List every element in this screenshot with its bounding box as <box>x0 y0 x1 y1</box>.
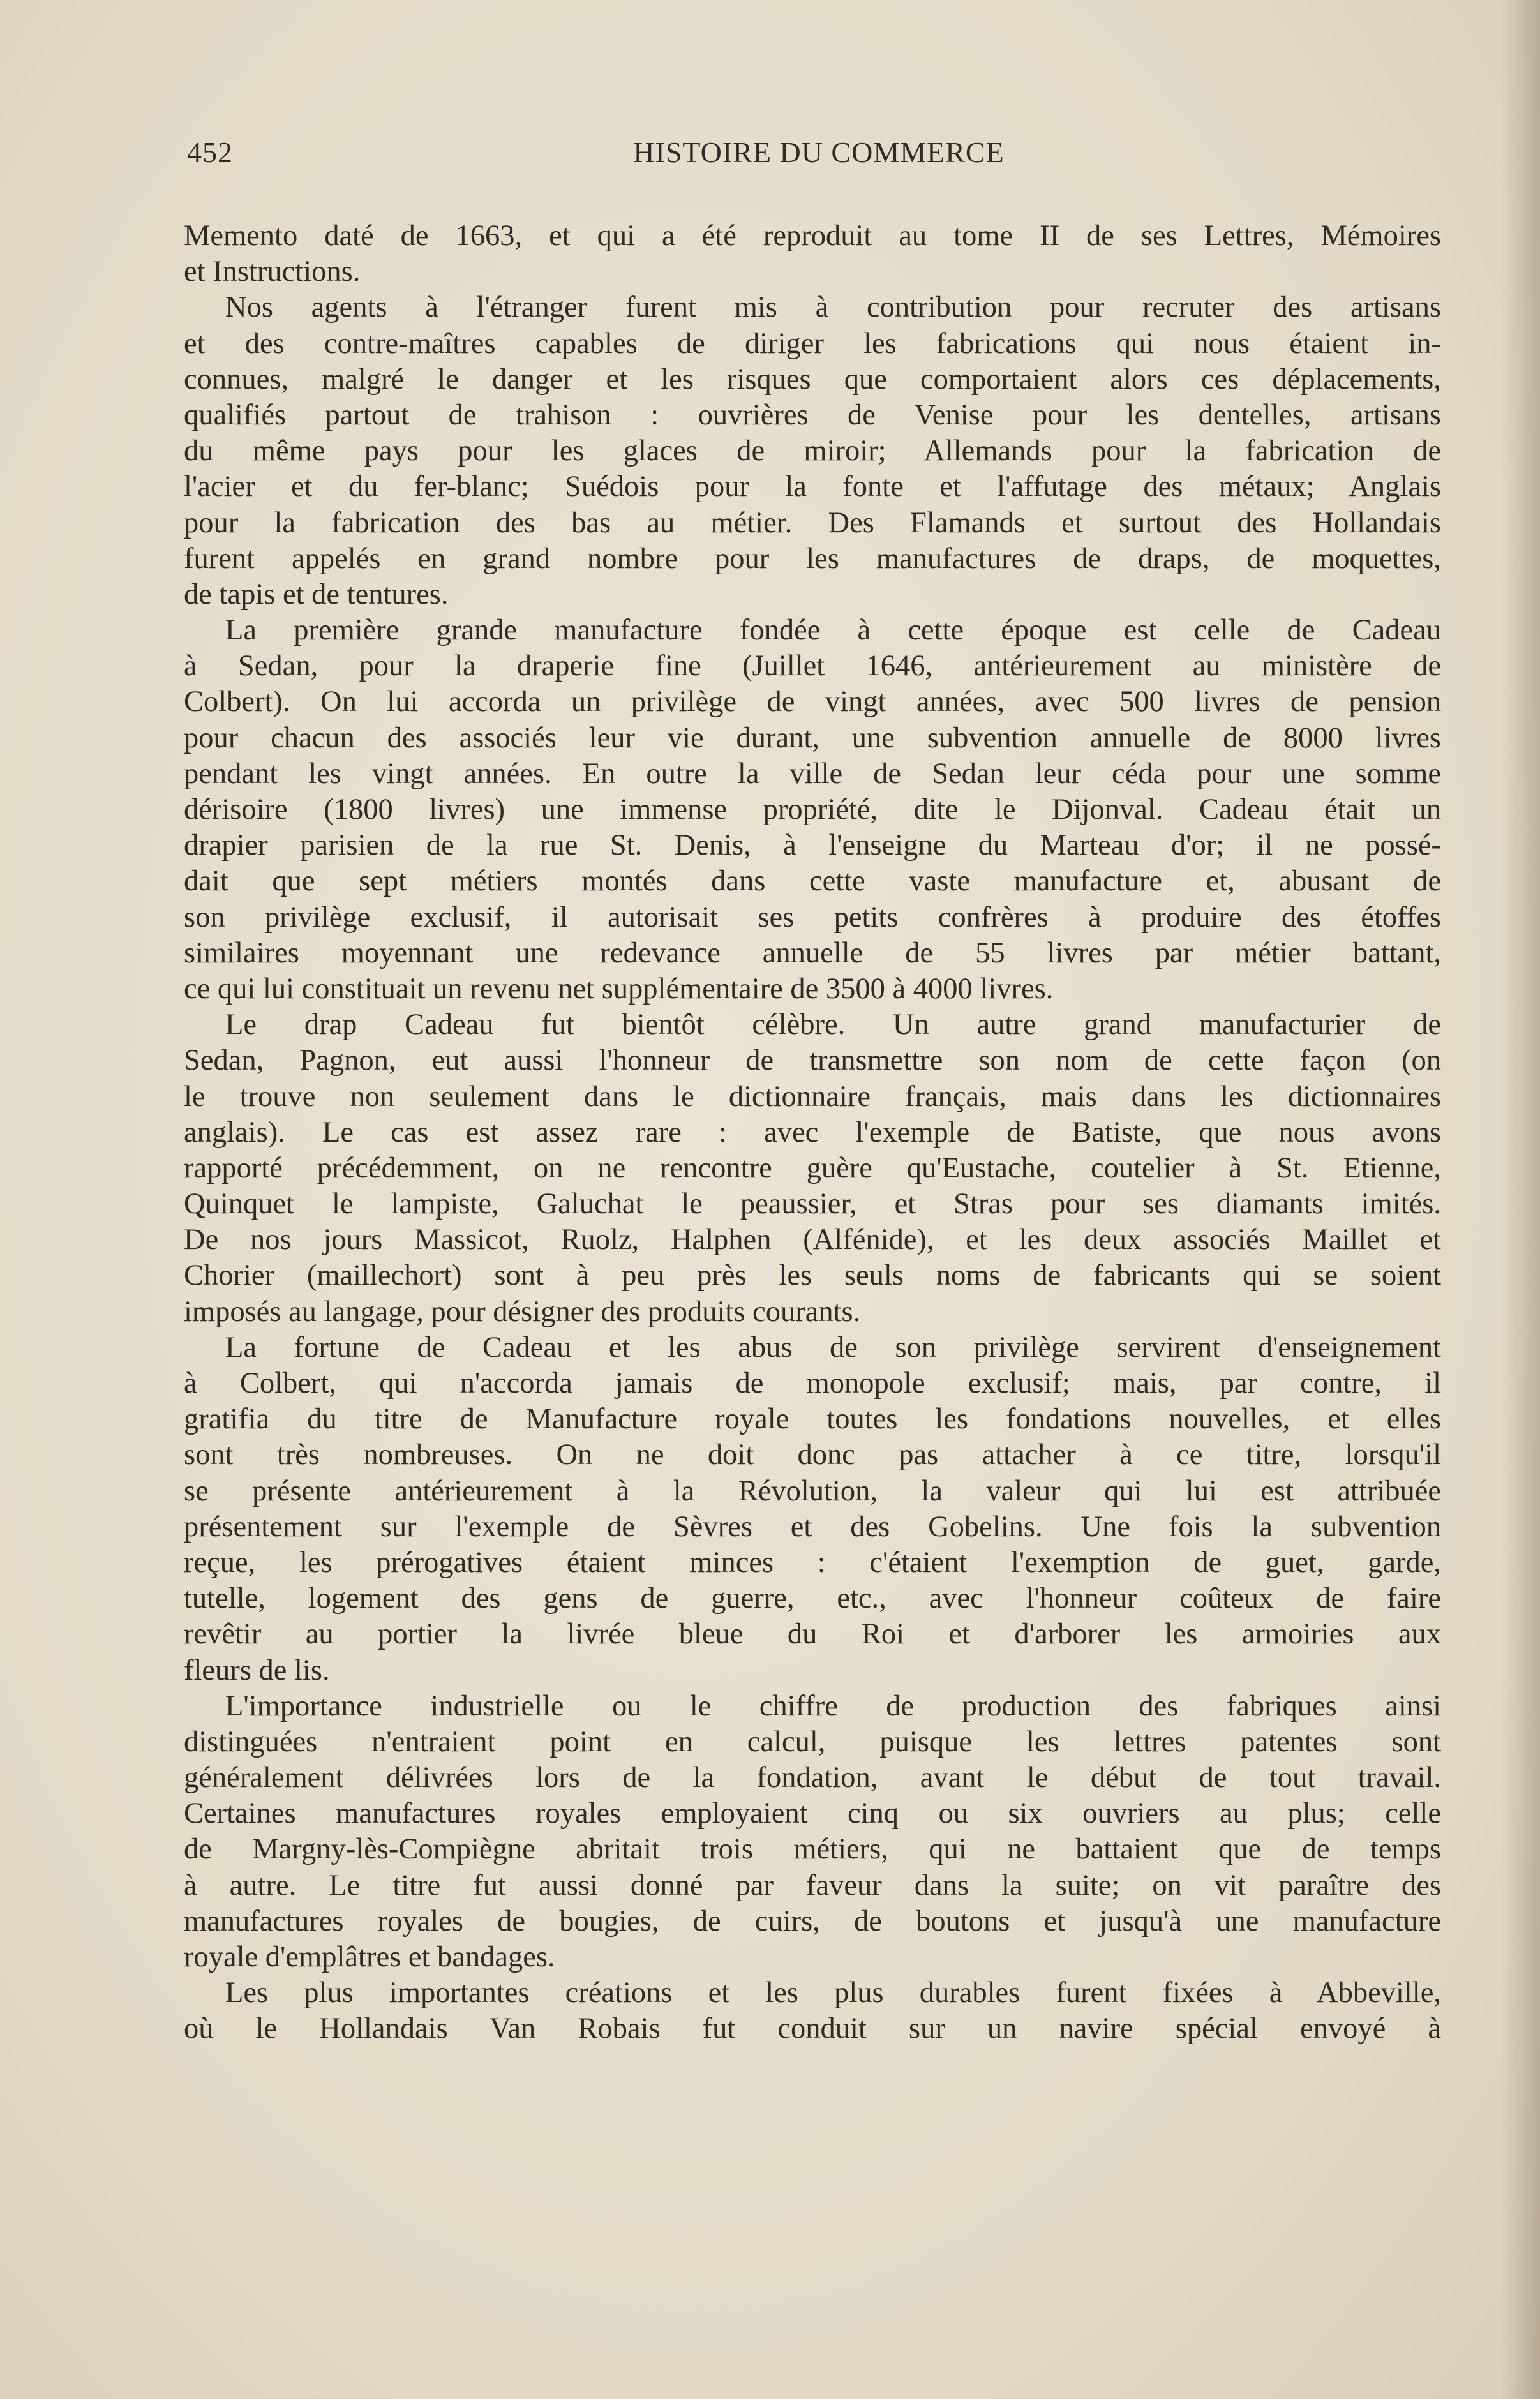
text-line: son privilège exclusif, il autorisait ses petits confrères à produire des étoffes <box>184 901 1441 934</box>
text-line: revêtir au portier la livrée bleue du Roi et d'arborer les armoiries aux <box>184 1618 1441 1651</box>
page-edge-shadow <box>1502 0 1540 2399</box>
text-line: et des contre-maîtres capables de diriger les fabrications qui nous étaient in- <box>184 327 1441 360</box>
text-line: Sedan, Pagnon, eut aussi l'honneur de transmettre son nom de cette façon (on <box>184 1044 1441 1077</box>
text-line: drapier parisien de la rue St. Denis, à l'enseigne du Marteau d'or; il ne possé- <box>184 829 1441 862</box>
text-line: à Colbert, qui n'accorda jamais de monopole exclusif; mais, par contre, il <box>184 1367 1441 1400</box>
text-line: de Margny-lès-Compiègne abritait trois métiers, qui ne battaient que de temps <box>184 1833 1441 1866</box>
text-line: Le drap Cadeau fut bientôt célèbre. Un autre grand manufacturier de <box>225 1008 1441 1042</box>
text-line: Certaines manufactures royales employaient cinq ou six ouvriers au plus; celle <box>184 1797 1441 1830</box>
body-text <box>184 218 1441 2047</box>
text-line: et Instructions. <box>184 255 361 288</box>
text-line: pendant les vingt années. En outre la ville de Sedan leur céda pour une somme <box>184 757 1441 790</box>
text-line: gratifia du titre de Manufacture royale toutes les fondations nouvelles, et elles <box>184 1403 1441 1436</box>
page-number: 452 <box>187 136 233 168</box>
text-line: Quinquet le lampiste, Galuchat le peaussier, et Stras pour ses diamants imités. <box>184 1188 1441 1221</box>
text-line: rapporté précédemment, on ne rencontre guère qu'Eustache, coutelier à St. Etienne, <box>184 1151 1441 1185</box>
text-line: tutelle, logement des gens de guerre, etc., avec l'honneur coûteux de faire <box>184 1582 1441 1615</box>
text-line: reçue, les prérogatives étaient minces : c'étaient l'exemption de guet, garde, <box>184 1546 1441 1579</box>
text-line: le trouve non seulement dans le dictionnaire français, mais dans les dictionnaires <box>184 1080 1441 1113</box>
text-line: manufactures royales de bougies, de cuirs, de boutons et jusqu'à une manufacture <box>184 1904 1441 1938</box>
text-line: Chorier (maillechort) sont à peu près les seuls noms de fabricants qui se soient <box>184 1259 1441 1292</box>
text-line: imposés au langage, pour désigner des produits courants. <box>184 1295 861 1328</box>
text-line: où le Hollandais Van Robais fut conduit sur un navire spécial envoyé à <box>184 2012 1441 2045</box>
text-line: du même pays pour les glaces de miroir; Allemands pour la fabrication de <box>184 435 1441 468</box>
text-line: connues, malgré le danger et les risques que comportaient alors ces déplacements, <box>184 362 1441 396</box>
text-line: qualifiés partout de trahison : ouvrières de Venise pour les dentelles, artisans <box>184 398 1441 431</box>
text-line: dérisoire (1800 livres) une immense propriété, dite le Dijonval. Cadeau était un <box>184 793 1441 826</box>
text-line: La première grande manufacture fondée à cette époque est celle de Cadeau <box>225 614 1441 647</box>
text-line: à autre. Le titre fut aussi donné par faveur dans la suite; on vit paraître des <box>184 1869 1441 1902</box>
text-line: pour chacun des associés leur vie durant, une subvention annuelle de 8000 livres <box>184 721 1441 754</box>
text-line: De nos jours Massicot, Ruolz, Halphen (Alfénide), et les deux associés Maillet et <box>184 1223 1441 1257</box>
text-line: Colbert). On lui accorda un privilège de vingt années, avec 500 livres de pension <box>184 685 1441 719</box>
text-line: se présente antérieurement à la Révolution, la valeur qui lui est attribuée <box>184 1474 1441 1507</box>
text-line: royale d'emplâtres et bandages. <box>184 1941 555 1973</box>
text-line: similaires moyennant une redevance annuelle de 55 livres par métier battant, <box>184 936 1441 969</box>
text-line: présentement sur l'exemple de Sèvres et des Gobelins. Une fois la subvention <box>184 1510 1441 1543</box>
text-line: Les plus importantes créations et les plus durables furent fixées à Abbeville, <box>225 1977 1441 2010</box>
running-title: HISTOIRE DU COMMERCE <box>633 136 1005 168</box>
text-line: sont très nombreuses. On ne doit donc pas attacher à ce titre, lorsqu'il <box>184 1439 1441 1472</box>
text-line: dait que sept métiers montés dans cette vaste manufacture et, abusant de <box>184 865 1441 898</box>
text-line: distinguées n'entraient point en calcul, puisque les lettres patentes sont <box>184 1725 1441 1758</box>
text-line: Memento daté de 1663, et qui a été reproduit au tome II de ses Lettres, Mémoires <box>184 220 1441 252</box>
text-line: l'acier et du fer-blanc; Suédois pour la fonte et l'affutage des métaux; Anglais <box>184 470 1441 504</box>
text-line: fleurs de lis. <box>184 1654 330 1687</box>
text-line: furent appelés en grand nombre pour les manufactures de draps, de moquettes, <box>184 542 1441 575</box>
text-line: généralement délivrées lors de la fondation, avant le début de tout travail. <box>184 1761 1441 1795</box>
page-header <box>187 135 1451 180</box>
text-line: anglais). Le cas est assez rare : avec l'exemple de Batiste, que nous avons <box>184 1116 1441 1149</box>
text-line: de tapis et de tentures. <box>184 578 449 611</box>
text-line: L'importance industrielle ou le chiffre de production des fabriques ainsi <box>225 1689 1441 1723</box>
text-line: ce qui lui constituait un revenu net supplémentaire de 3500 à 4000 livres. <box>184 972 1054 1005</box>
text-line: La fortune de Cadeau et les abus de son privilège servirent d'enseignement <box>225 1331 1441 1364</box>
text-line: à Sedan, pour la draperie fine (Juillet 1646, antérieurement au ministère de <box>184 650 1441 683</box>
text-line: pour la fabrication des bas au métier. Des Flamands et surtout des Hollandais <box>184 506 1441 539</box>
text-line: Nos agents à l'étranger furent mis à contribution pour recruter des artisans <box>225 291 1441 324</box>
